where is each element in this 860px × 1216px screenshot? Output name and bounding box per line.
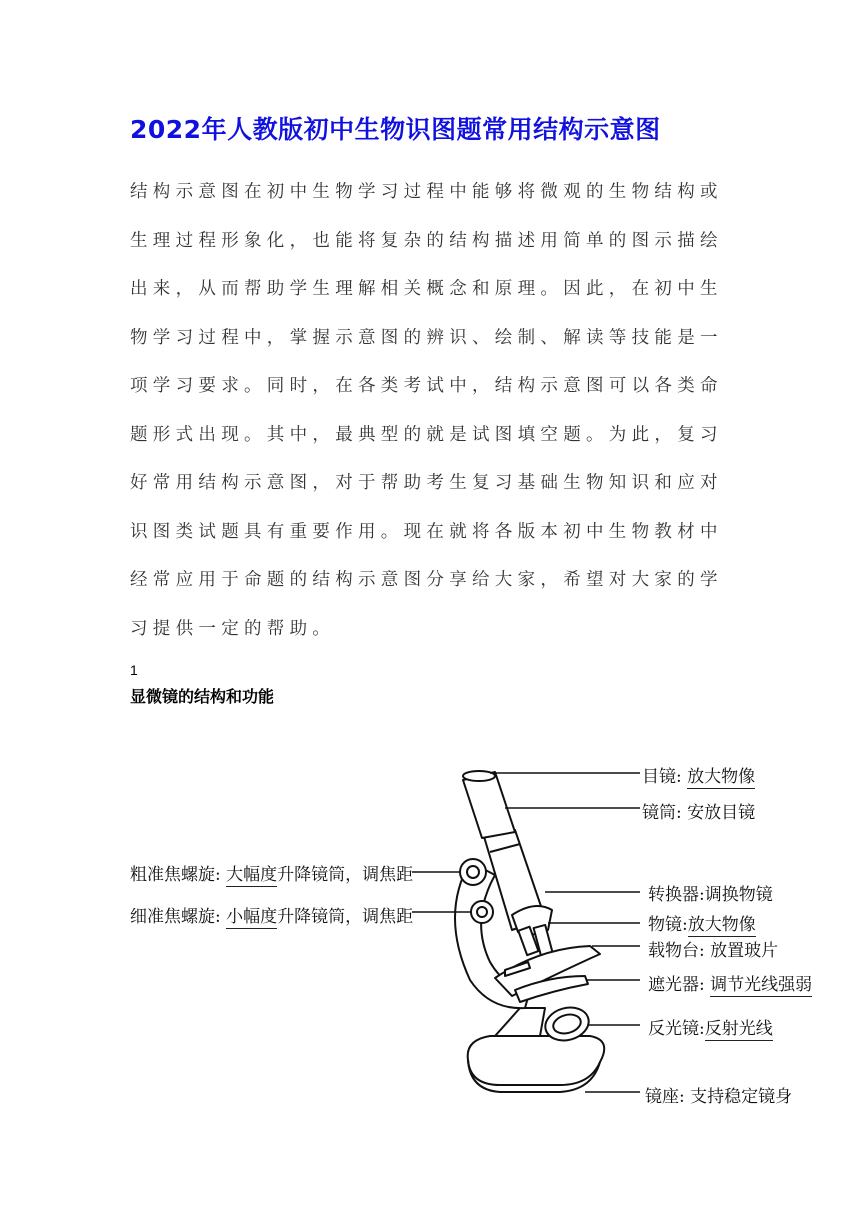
paragraph-line: 物学习过程中，掌握示意图的辨识、绘制、解读等技能是一 xyxy=(130,327,723,348)
paragraph-line: 好常用结构示意图，对于帮助考生复习基础生物知识和应对 xyxy=(130,473,723,493)
diaphragm-label: 遮光器: 调节光线强弱 xyxy=(648,975,813,995)
paragraph-line: 识图类试题具有重要作用。现在就将各版本初中生物教材中 xyxy=(130,521,723,542)
stage-label: 载物台: 放置玻片 xyxy=(648,941,779,961)
fine-focus-label: 细准焦螺旋: 小幅度升降镜筒，调焦距 xyxy=(130,907,414,927)
section-number: 1 xyxy=(130,662,138,678)
paragraph-line: 项学习要求。同时，在各类考试中，结构示意图可以各类命 xyxy=(130,376,723,396)
intro-paragraph xyxy=(130,168,724,653)
coarse-focus-label: 粗准焦螺旋: 大幅度升降镜筒，调焦距 xyxy=(130,865,414,885)
paragraph-line: 生理过程形象化，也能将复杂的结构描述用简单的图示描绘 xyxy=(130,230,723,251)
paragraph-line: 结构示意图在初中生物学习过程中能够将微观的生物结构或 xyxy=(130,182,723,202)
body-tube-label: 镜筒: 安放目镜 xyxy=(642,803,756,823)
base-label: 镜座: 支持稳定镜身 xyxy=(645,1087,793,1107)
base-shape xyxy=(468,1036,605,1085)
eyepiece-shape xyxy=(463,772,515,838)
objective-label: 物镜:放大物像 xyxy=(648,915,756,935)
mirror-label: 反光镜:反射光线 xyxy=(648,1019,773,1039)
document-title: 2022年人教版初中生物识图题常用结构示意图 xyxy=(130,115,661,144)
nosepiece-label: 转换器:调换物镜 xyxy=(648,885,773,905)
paragraph-line: 题形式出现。其中，最典型的就是试图填空题。为此，复习 xyxy=(130,424,723,445)
microscope-diagram xyxy=(0,740,860,1120)
pillar-shape xyxy=(495,1008,545,1036)
paragraph-line: 出来，从而帮助学生理解相关概念和原理。因此，在初中生 xyxy=(130,279,723,299)
paragraph-line: 经常应用于命题的结构示意图分享给大家，希望对大家的学 xyxy=(130,570,723,590)
paragraph-line: 习提供一定的帮助。 xyxy=(130,618,336,639)
section-title: 显微镜的结构和功能 xyxy=(130,687,275,706)
eyepiece-label: 目镜: 放大物像 xyxy=(642,767,756,787)
